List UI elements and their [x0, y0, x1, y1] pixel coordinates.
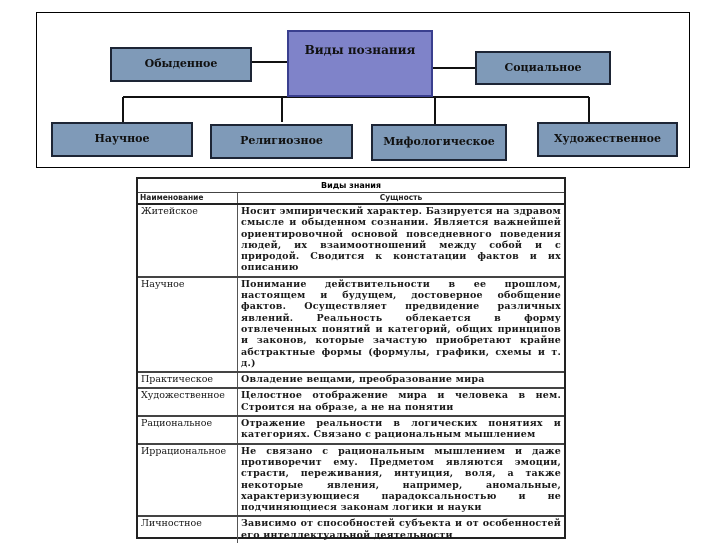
knowledge-types-diagram [36, 12, 690, 168]
node-obydennoe: Обыденное [110, 47, 252, 82]
table-title: Виды знания [138, 179, 564, 193]
node-hudozhestvennoe: Художественное [537, 122, 678, 157]
node-nauchnoe: Научное [51, 122, 193, 157]
header-essence: Сущность [238, 193, 565, 204]
row-name: Иррациональное [138, 444, 238, 517]
table-body [138, 193, 564, 543]
table-header-row [138, 193, 564, 204]
row-essence: Целостное отображение мира и человека в нем. Строится на образе, а не на понятии [238, 388, 565, 416]
table-row [138, 444, 564, 517]
table-row [138, 388, 564, 416]
node-mifologicheskoe: Мифологическое [371, 124, 507, 161]
row-name: Практическое [138, 372, 238, 388]
root-node: Виды познания [287, 30, 433, 97]
table-row [138, 516, 564, 543]
row-essence: Овладение вещами, преобразование мира [238, 372, 565, 388]
row-essence: Отражение реальности в логических понятиях и категориях. Связано с рациональным мышлением [238, 416, 565, 444]
row-essence: Понимание действительности в ее прошлом, настоящем и будущем, достоверное обобщение фактов. Осуществляет предвидение различных явлений. Реальность облекается в форму отвлеченных понятий и категорий, общих принципов и законов, которые зачастую приобретают крайне абстрактные формы (формулы, графики, схемы и т. д.) [238, 277, 565, 372]
row-name: Личностное [138, 516, 238, 543]
row-essence: Не связано с рациональным мышлением и даже противоречит ему. Предметом являются эмоции, страсти, переживания, интуиция, воля, а также некоторые явления, например, аномальные, характеризующиеся парадоксальностью и не подчиняющиеся законам логики и науки [238, 444, 565, 517]
table-row [138, 416, 564, 444]
node-religioznoe: Религиозное [210, 124, 353, 159]
row-name: Рациональное [138, 416, 238, 444]
node-socialnoe: Социальное [475, 51, 611, 85]
row-essence: Зависимо от способностей субъекта и от особенностей его интеллектуальной деятельности [241, 518, 561, 541]
header-name: Наименование [138, 193, 238, 204]
row-essence: Носит эмпирический характер. Базируется на здравом смысле и обыденном сознании. Является важнейшей ориентировочной основой повседневного поведения людей, их взаимоотношений между собой и с природой. Сводится к констатации фактов и их описанию [238, 204, 565, 277]
row-name: Научное [138, 277, 238, 372]
knowledge-types-table [136, 177, 566, 539]
row-name: Житейское [138, 204, 238, 277]
row-name: Художественное [138, 388, 238, 416]
table-row [138, 277, 564, 372]
table-row [138, 204, 564, 277]
table-row [138, 372, 564, 388]
